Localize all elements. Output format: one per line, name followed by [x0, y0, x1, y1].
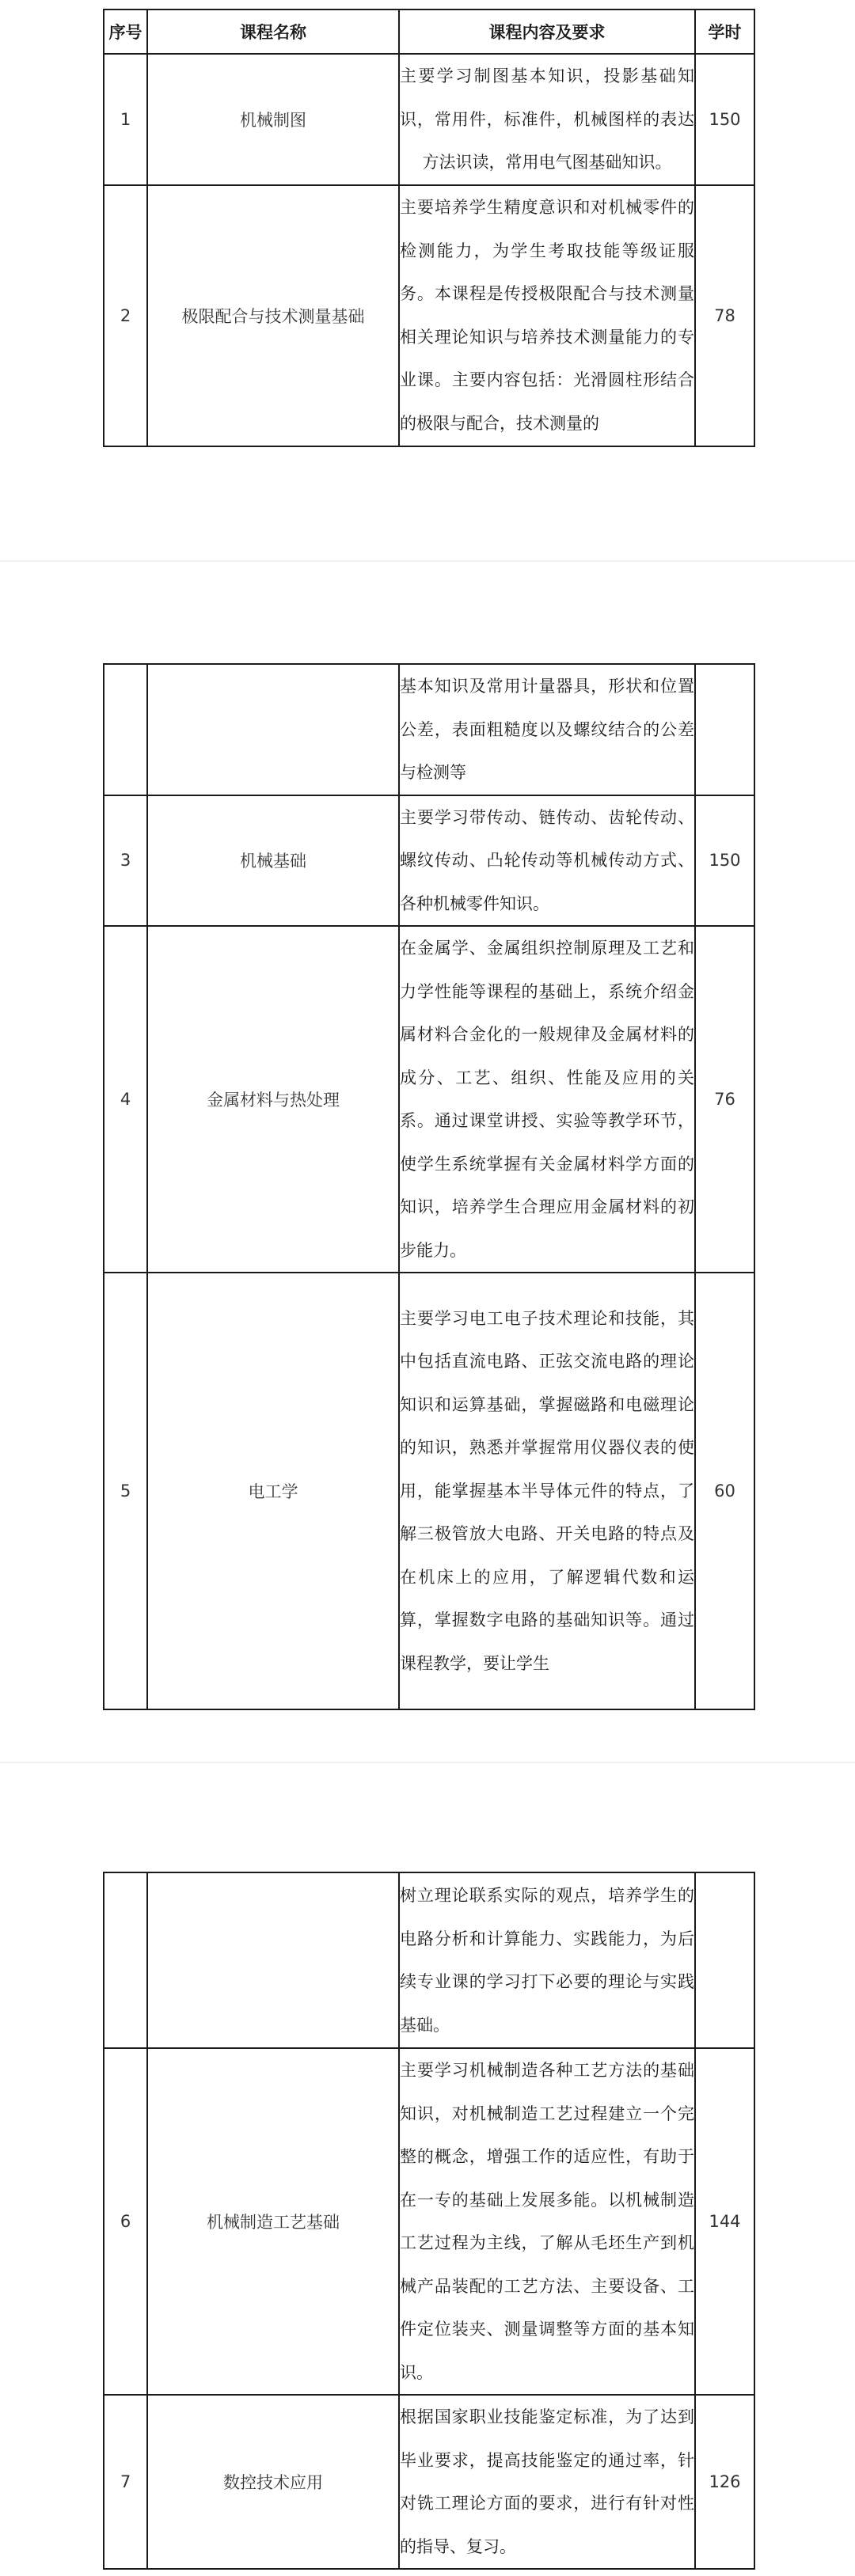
course-no: 7 — [104, 2395, 147, 2569]
course-content: 树立理论联系实际的观点，培养学生的电路分析和计算能力、实践能力，为后续专业课的学习打下必要的理论与实践基础。 — [399, 1872, 695, 2048]
course-content: 主要学习制图基本知识，投影基础知识，常用件，标准件，机械图样的表达方法识读，常用电气图基础知识。 — [399, 54, 695, 185]
course-no: 5 — [104, 1273, 147, 1709]
course-name: 金属材料与热处理 — [147, 926, 399, 1273]
course-content: 根据国家职业技能鉴定标准，为了达到毕业要求，提高技能鉴定的通过率，针对铣工理论方面的要求，进行有针对性的指导、复习。 — [399, 2395, 695, 2569]
course-hours: 60 — [695, 1273, 754, 1709]
page-separator — [0, 560, 855, 562]
course-no: 1 — [104, 54, 147, 185]
course-hours: 144 — [695, 2048, 754, 2395]
course-no — [104, 1872, 147, 2048]
course-table-page1 — [103, 9, 755, 447]
table-row — [104, 795, 754, 927]
course-name: 机械制图 — [147, 54, 399, 185]
table-row — [104, 2048, 754, 2395]
course-no — [104, 664, 147, 795]
course-name: 机械基础 — [147, 795, 399, 927]
table-row — [104, 1273, 754, 1709]
course-hours: 150 — [695, 795, 754, 927]
course-hours: 126 — [695, 2395, 754, 2569]
course-no: 2 — [104, 185, 147, 446]
course-hours: 78 — [695, 185, 754, 446]
table-row — [104, 664, 754, 795]
course-no: 4 — [104, 926, 147, 1273]
course-content: 在金属学、金属组织控制原理及工艺和力学性能等课程的基础上，系统介绍金属材料合金化的一般规律及金属材料的成分、工艺、组织、性能及应用的关系。通过课堂讲授、实验等教学环节，使学生系统掌握有关金属材料学方面的知识，培养学生合理应用金属材料的初步能力。 — [399, 926, 695, 1273]
course-table-page3 — [103, 1872, 755, 2570]
course-name — [147, 664, 399, 795]
course-table-page2 — [103, 663, 755, 1710]
header-name: 课程名称 — [147, 9, 399, 54]
table-row — [104, 54, 754, 185]
course-hours: 76 — [695, 926, 754, 1273]
course-hours — [695, 664, 754, 795]
header-no: 序号 — [104, 9, 147, 54]
course-name: 机械制造工艺基础 — [147, 2048, 399, 2395]
course-hours: 150 — [695, 54, 754, 185]
course-content: 主要培养学生精度意识和对机械零件的检测能力，为学生考取技能等级证服务。本课程是传授极限配合与技术测量相关理论知识与培养技术测量能力的专业课。主要内容包括：光滑圆柱形结合的极限与配合，技术测量的 — [399, 185, 695, 446]
course-name — [147, 1872, 399, 2048]
header-row — [104, 9, 754, 54]
table-row — [104, 185, 754, 446]
course-content: 主要学习带传动、链传动、齿轮传动、螺纹传动、凸轮传动等机械传动方式、各种机械零件知识。 — [399, 795, 695, 927]
course-no: 3 — [104, 795, 147, 927]
course-name: 数控技术应用 — [147, 2395, 399, 2569]
header-hours: 学时 — [695, 9, 754, 54]
table-row — [104, 1872, 754, 2048]
course-no: 6 — [104, 2048, 147, 2395]
course-name: 电工学 — [147, 1273, 399, 1709]
course-hours — [695, 1872, 754, 2048]
table-row — [104, 926, 754, 1273]
header-content: 课程内容及要求 — [399, 9, 695, 54]
course-content: 主要学习电工电子技术理论和技能，其中包括直流电路、正弦交流电路的理论知识和运算基础，掌握磁路和电磁理论的知识，熟悉并掌握常用仪器仪表的使用，能掌握基本半导体元件的特点，了解三极管放大电路、开关电路的特点及在机床上的应用，了解逻辑代数和运算，掌握数字电路的基础知识等。通过课程教学，要让学生 — [399, 1273, 695, 1709]
table-row — [104, 2395, 754, 2569]
page-separator — [0, 1762, 855, 1763]
course-content: 主要学习机械制造各种工艺方法的基础知识，对机械制造工艺过程建立一个完整的概念，增强工作的适应性，有助于在一专的基础上发展多能。以机械制造工艺过程为主线，了解从毛坯生产到机械产品装配的工艺方法、主要设备、工件定位装夹、测量调整等方面的基本知识。 — [399, 2048, 695, 2395]
course-name: 极限配合与技术测量基础 — [147, 185, 399, 446]
course-content: 基本知识及常用计量器具，形状和位置公差，表面粗糙度以及螺纹结合的公差与检测等 — [399, 664, 695, 795]
